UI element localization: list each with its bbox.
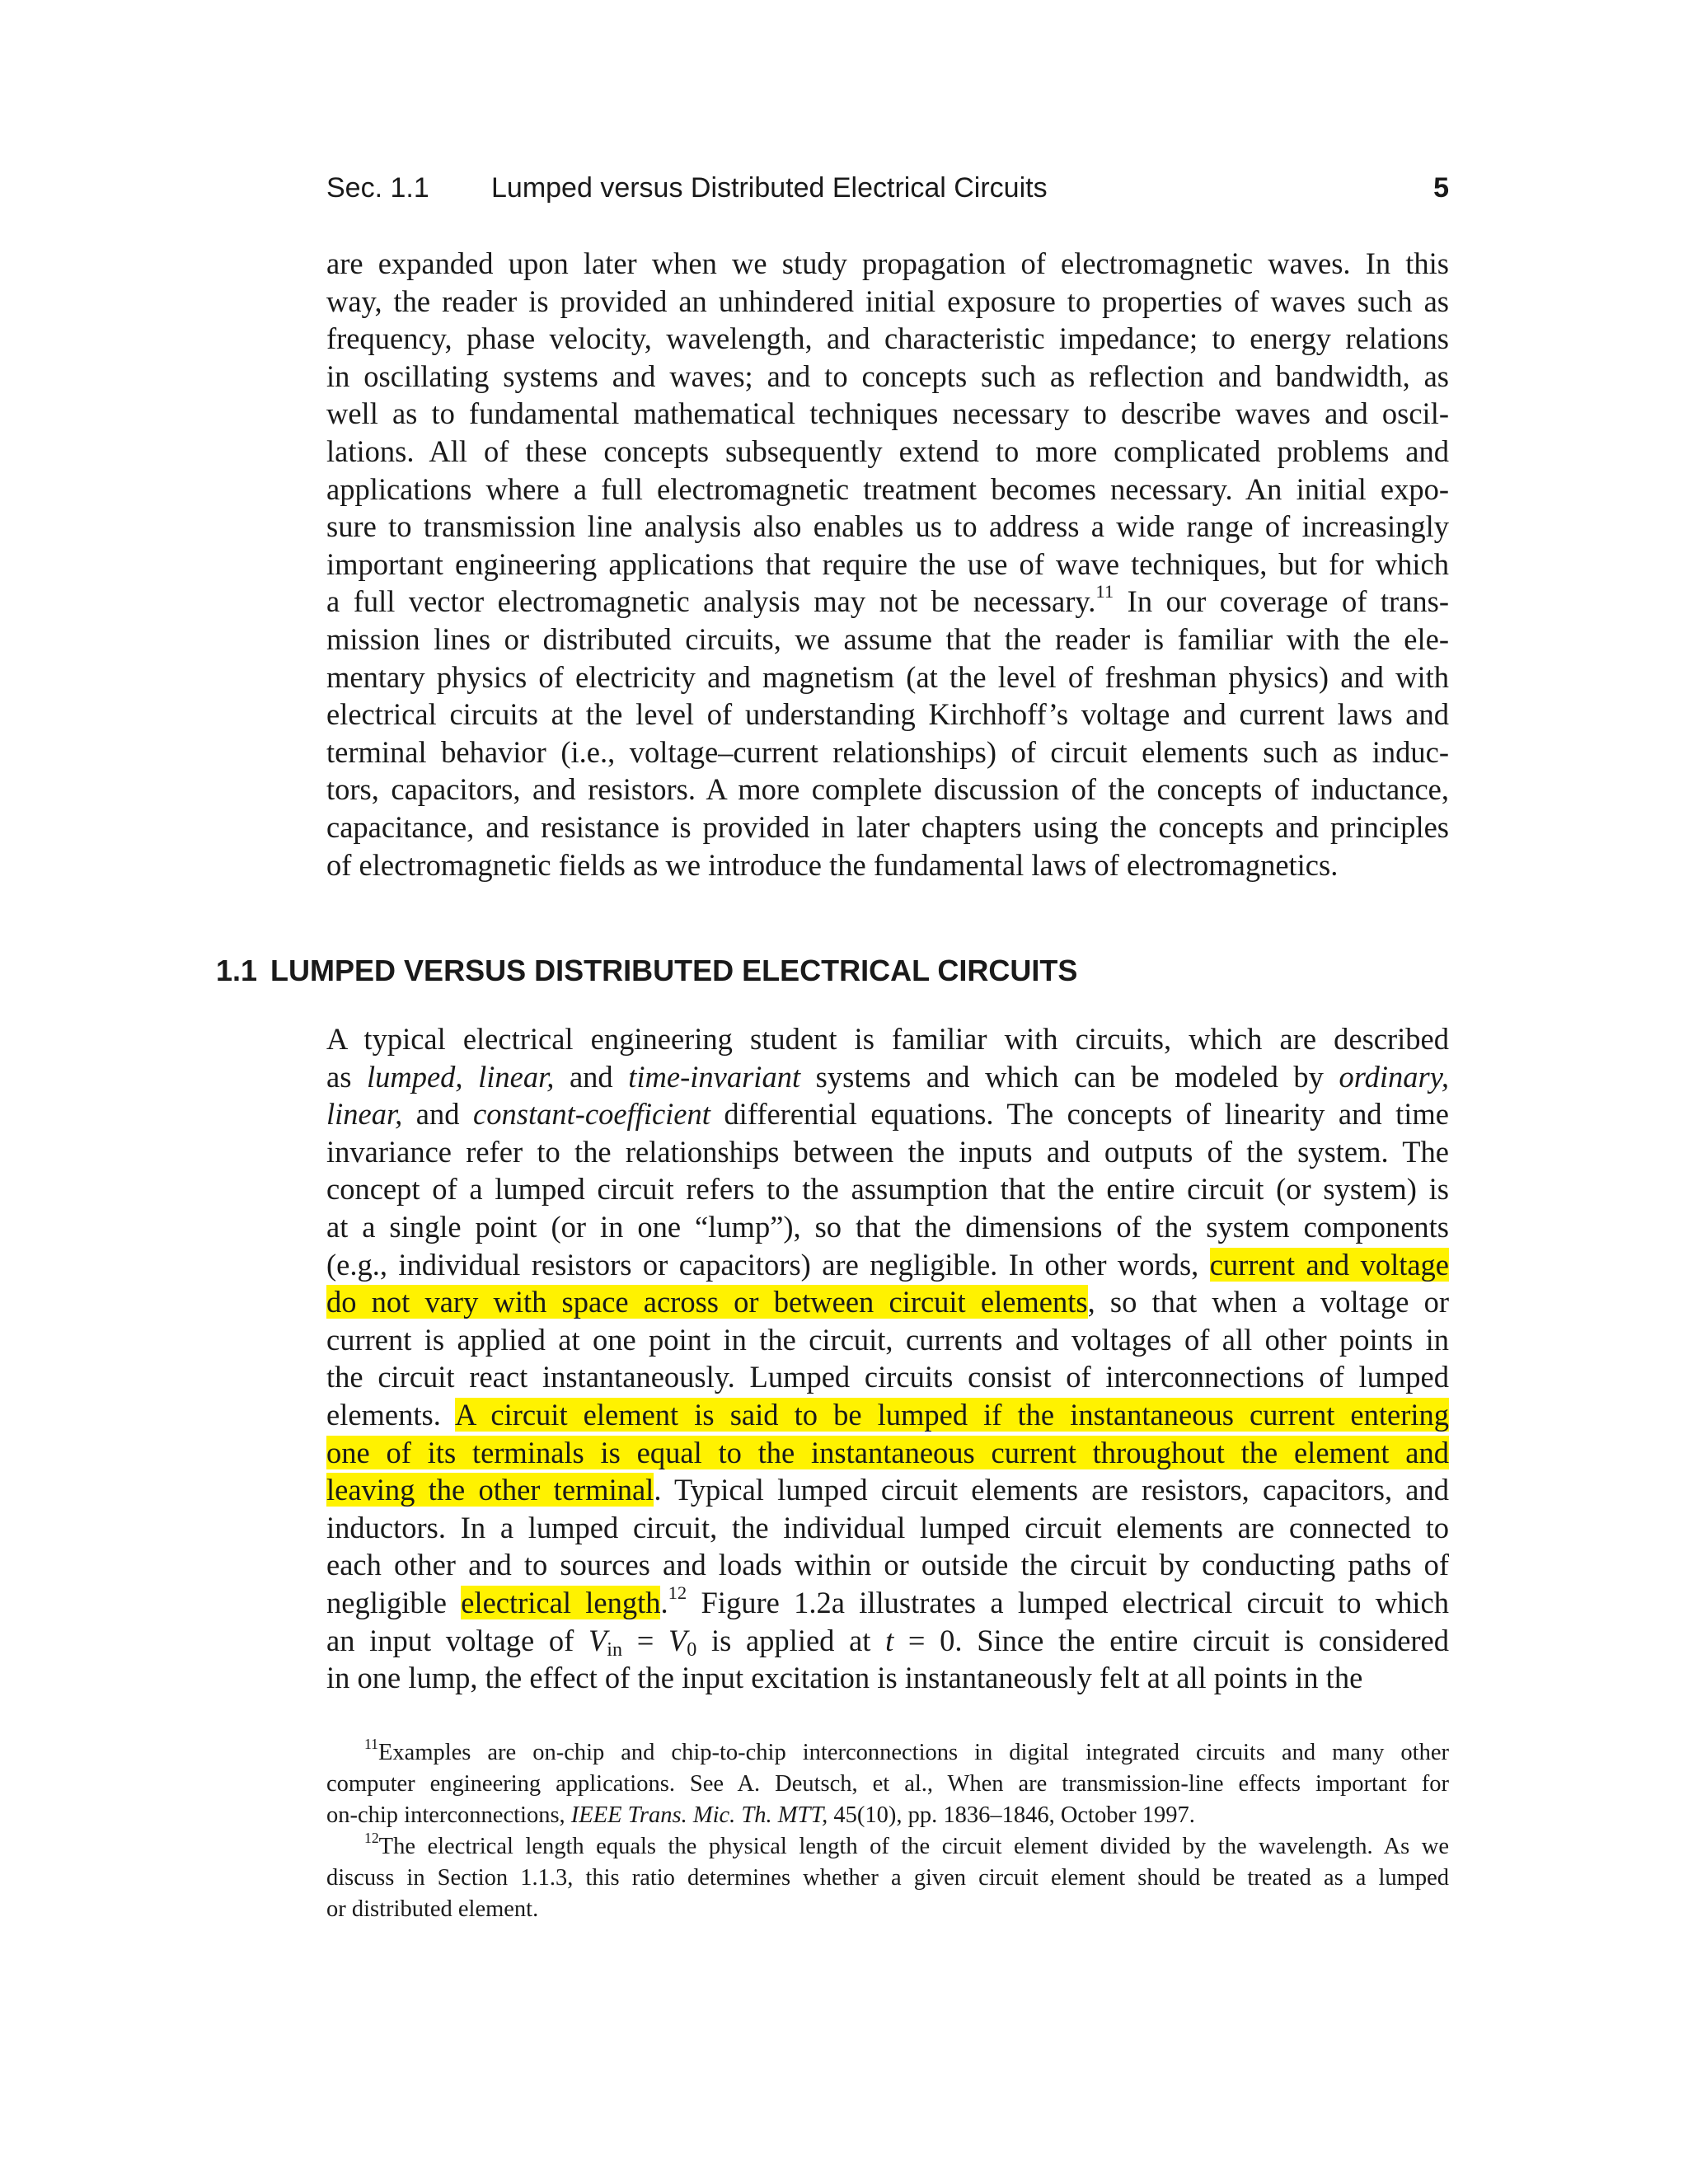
section-heading bbox=[216, 951, 1077, 991]
text-line: capacitance, and resistance is provided in later chapters using the concepts and principles bbox=[326, 809, 1449, 844]
text-line bbox=[326, 1058, 1449, 1096]
text-run: 45(10), pp. 1836–1846, October 1997. bbox=[828, 1802, 1195, 1828]
text-line bbox=[326, 583, 1449, 621]
text-run: and bbox=[554, 1059, 629, 1094]
text-line: mission lines or distributed circuits, we assume that the reader is familiar with the ele- bbox=[326, 621, 1449, 656]
math-symbol: t bbox=[885, 1623, 894, 1657]
text-run: (e.g., individual resistors or capacitors) are negligible. In other words, bbox=[326, 1247, 1210, 1282]
footnote-11 bbox=[326, 1737, 1449, 1769]
text-run: differential equations. The concepts of linearity and time bbox=[710, 1097, 1449, 1132]
text-line: in one lump, the effect of the input excitation is instantaneously felt at all points in the bbox=[326, 1661, 1363, 1695]
text-line: the circuit react instantaneously. Lumped circuits consist of interconnections of lumped bbox=[326, 1360, 1449, 1394]
footnote-12 bbox=[326, 1831, 1449, 1863]
text-line: in oscillating systems and waves; and to concepts such as reflection and bandwidth, as bbox=[326, 359, 1449, 393]
math-symbol: V bbox=[668, 1623, 687, 1657]
text-run: an input voltage of bbox=[326, 1623, 588, 1657]
highlighted-text: A circuit element is said to be lumped if the instantaneous current entering bbox=[454, 1397, 1450, 1432]
text-line: tors, capacitors, and resistors. A more complete discussion of the concepts of inductance, bbox=[326, 772, 1449, 807]
italic-term: lumped, linear, bbox=[366, 1059, 555, 1094]
text-run: negligible bbox=[326, 1585, 462, 1619]
section-title: LUMPED VERSUS DISTRIBUTED ELECTRICAL CIRCUITS bbox=[270, 954, 1078, 987]
text-line: terminal behavior (i.e., voltage–current relationships) of circuit elements such as induc- bbox=[326, 734, 1449, 769]
text-line bbox=[326, 1283, 1449, 1321]
text-run: Examples are on-chip and chip-to-chip interconnections in digital integrated circuits and many other bbox=[378, 1740, 1449, 1765]
text-line: inductors. In a lumped circuit, the individual lumped circuit elements are connected to bbox=[326, 1510, 1449, 1544]
highlighted-text: leaving the other terminal bbox=[326, 1473, 654, 1507]
text-line: frequency, phase velocity, wavelength, and characteristic impedance; to energy relations bbox=[326, 321, 1449, 356]
text-run: , so that when a voltage or bbox=[1087, 1285, 1449, 1319]
text-line: lations. All of these concepts subsequently extend to more complicated problems and bbox=[326, 434, 1449, 468]
text-run: a full vector electromagnetic analysis may not be necessary. bbox=[326, 584, 1096, 619]
text-run: as bbox=[326, 1059, 367, 1094]
text-line: A typical electrical engineering student is familiar with circuits, which are described bbox=[326, 1022, 1449, 1056]
text-run: The electrical length equals the physical length of the circuit element divided by the wavelength. As we bbox=[378, 1834, 1449, 1859]
italic-term: constant-coefficient bbox=[473, 1097, 710, 1132]
text-line: each other and to sources and loads within or outside the circuit by conducting paths of bbox=[326, 1548, 1449, 1582]
text-line bbox=[326, 1622, 1449, 1660]
italic-term: time-invariant bbox=[628, 1059, 801, 1094]
footnote-ref-12: 12 bbox=[668, 1582, 687, 1603]
highlighted-text: current and voltage bbox=[1209, 1247, 1449, 1282]
text-line: of electromagnetic fields as we introduce the fundamental laws of electromagnetics. bbox=[326, 847, 1339, 882]
text-run: systems and which can be modeled by bbox=[800, 1059, 1339, 1094]
text-line: mentary physics of electricity and magnetism (at the level of freshman physics) and with bbox=[326, 659, 1449, 694]
intro-paragraph bbox=[326, 245, 1449, 883]
main-paragraph bbox=[326, 1020, 1449, 1697]
footnotes bbox=[326, 1737, 1449, 1925]
text-line: concept of a lumped circuit refers to the assumption that the entire circuit (or system) is bbox=[326, 1172, 1449, 1207]
text-run: on-chip interconnections, bbox=[326, 1802, 571, 1828]
text-run: and bbox=[402, 1097, 474, 1132]
text-line bbox=[326, 1246, 1449, 1284]
text-run: elements. bbox=[326, 1397, 455, 1432]
text-line bbox=[326, 1800, 1449, 1831]
math-subscript: in bbox=[607, 1638, 623, 1661]
journal-name: IEEE Trans. Mic. Th. MTT, bbox=[570, 1802, 828, 1828]
text-line: electrical circuits at the level of understanding Kirchhoff’s voltage and current laws and bbox=[326, 697, 1449, 732]
footnote-ref-11: 11 bbox=[1095, 581, 1114, 602]
text-line: way, the reader is provided an unhindered initial exposure to properties of waves such as bbox=[326, 284, 1449, 318]
text-run: Figure 1.2a illustrates a lumped electrical circuit to which bbox=[687, 1585, 1450, 1619]
text-line: at a single point (or in one “lump”), so that the dimensions of the system components bbox=[326, 1209, 1449, 1244]
running-head-title: Lumped versus Distributed Electrical Circuits bbox=[491, 172, 1048, 204]
text-run: . Typical lumped circuit elements are resistors, capacitors, and bbox=[654, 1473, 1450, 1507]
text-run: = 0. Since the entire circuit is considered bbox=[893, 1623, 1449, 1657]
text-line: sure to transmission line analysis also enables us to address a wide range of increasingly bbox=[326, 509, 1449, 544]
text-line bbox=[326, 1471, 1449, 1509]
text-line: current is applied at one point in the circuit, currents and voltages of all other points in bbox=[326, 1322, 1449, 1357]
text-line: important engineering applications that require the use of wave techniques, but for which bbox=[326, 546, 1449, 581]
italic-term: linear, bbox=[326, 1097, 403, 1132]
text-line: invariance refer to the relationships between the inputs and outputs of the system. The bbox=[326, 1134, 1449, 1169]
text-run: In our coverage of trans- bbox=[1114, 584, 1449, 619]
math-operator: = bbox=[622, 1623, 668, 1657]
running-head bbox=[326, 168, 1449, 208]
math-subscript: 0 bbox=[687, 1638, 697, 1661]
highlighted-text: one of its terminals is equal to the instantaneous current throughout the element and bbox=[326, 1435, 1449, 1469]
text-run: . bbox=[660, 1585, 668, 1619]
text-line: are expanded upon later when we study propagation of electromagnetic waves. In this bbox=[326, 246, 1449, 280]
footnote-marker: 11 bbox=[364, 1735, 379, 1752]
text-line bbox=[326, 1434, 1449, 1472]
highlighted-text: do not vary with space across or between circuit elements bbox=[326, 1285, 1088, 1319]
section-number: 1.1 bbox=[216, 954, 258, 987]
highlighted-text: electrical length bbox=[461, 1585, 661, 1619]
footnote-marker: 12 bbox=[364, 1829, 379, 1846]
text-line bbox=[326, 1584, 1449, 1622]
text-line: well as to fundamental mathematical techniques necessary to describe waves and oscil- bbox=[326, 396, 1449, 431]
math-symbol: V bbox=[588, 1623, 607, 1657]
running-head-section: Sec. 1.1 bbox=[326, 172, 429, 204]
text-line bbox=[326, 1396, 1449, 1434]
italic-term: ordinary, bbox=[1339, 1059, 1450, 1094]
text-line bbox=[326, 1095, 1449, 1133]
page-number: 5 bbox=[1433, 172, 1449, 204]
text-line: computer engineering applications. See A. Deutsch, et al., When are transmission-line effects important for bbox=[326, 1771, 1449, 1797]
text-line: discuss in Section 1.1.3, this ratio determines whether a given circuit element should be treated as a lumped bbox=[326, 1865, 1449, 1891]
text-line: applications where a full electromagnetic treatment becomes necessary. An initial expo- bbox=[326, 471, 1449, 506]
text-line: or distributed element. bbox=[326, 1896, 539, 1922]
text-run: is applied at bbox=[696, 1623, 886, 1657]
